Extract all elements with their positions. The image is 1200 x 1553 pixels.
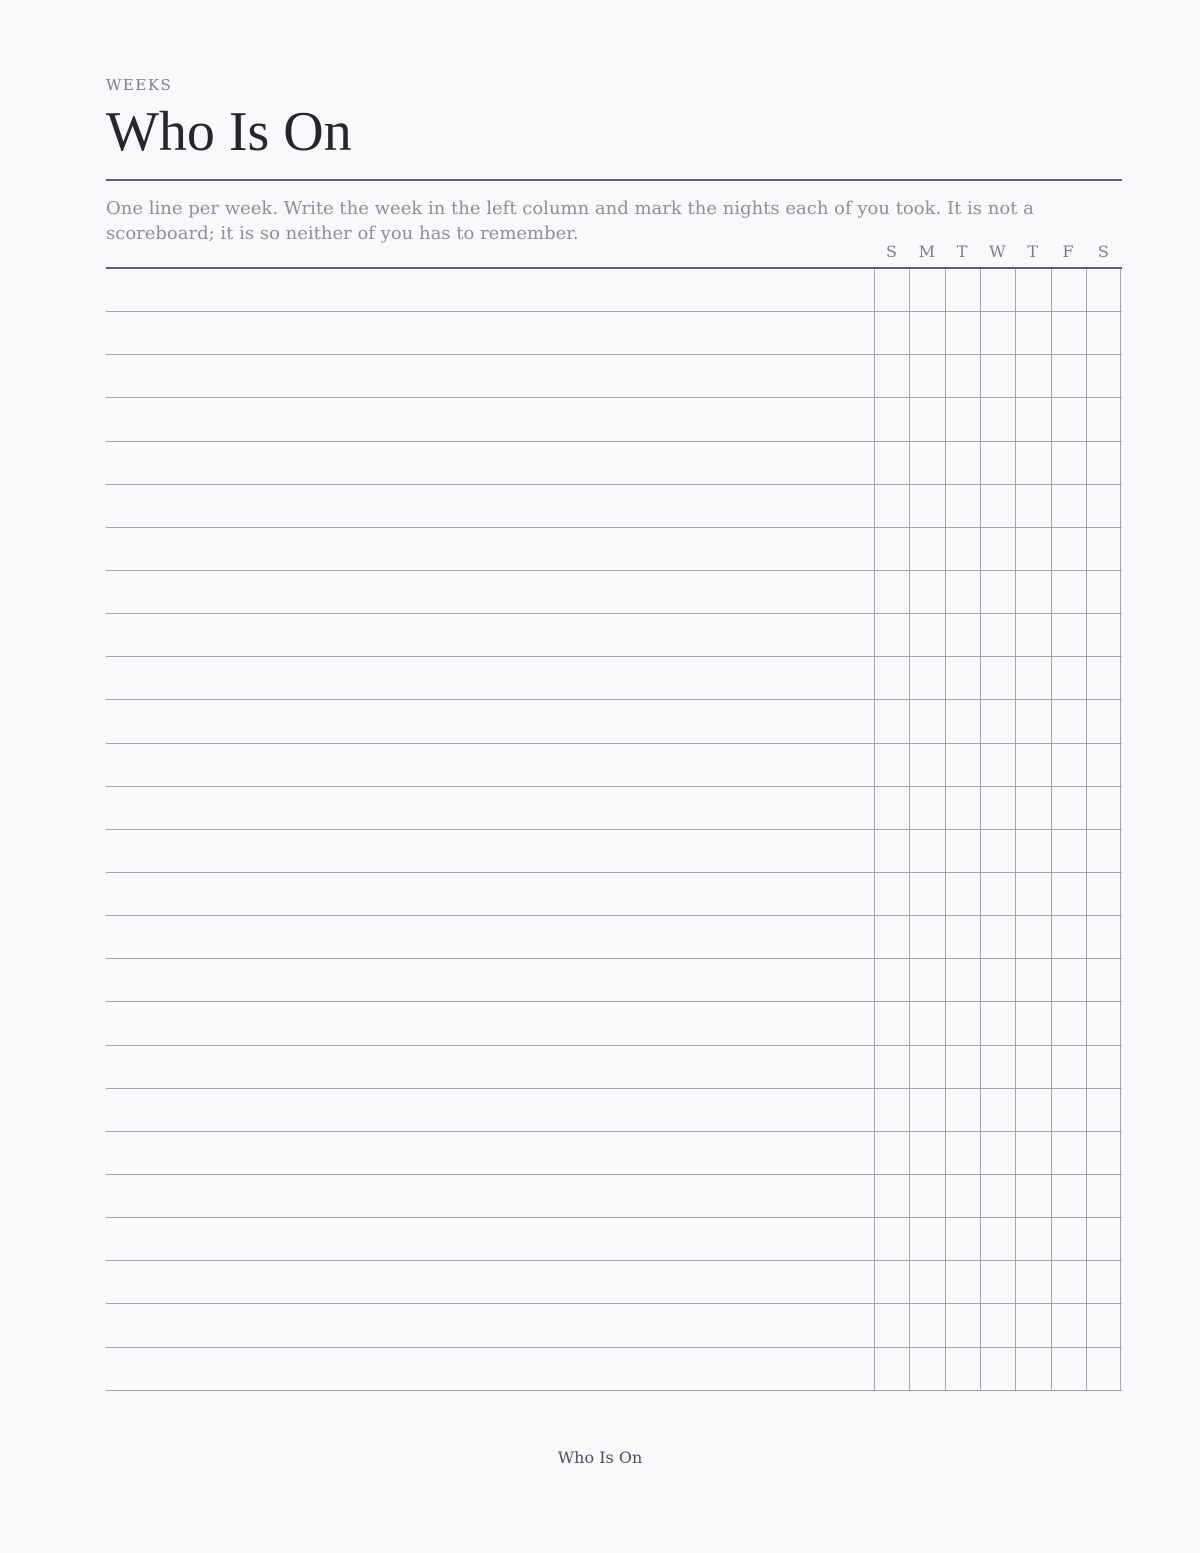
night-checkbox-cell[interactable] [980,312,1015,354]
night-checkbox-cell[interactable] [1086,744,1121,786]
night-checkbox-cell[interactable] [909,873,944,915]
night-checkbox-cell[interactable] [1086,355,1121,397]
night-checkbox-cell[interactable] [1086,1261,1121,1303]
night-checkbox-cell[interactable] [1051,1348,1086,1390]
night-checkbox-cell[interactable] [945,873,980,915]
night-checkbox-cell[interactable] [980,700,1015,742]
table-row [106,1089,1122,1132]
night-checkbox-cell[interactable] [1015,355,1050,397]
night-checkbox-cell[interactable] [980,1089,1015,1131]
night-checkbox-cell[interactable] [1086,657,1121,699]
night-checkbox-cell[interactable] [945,1218,980,1260]
night-checkbox-cell[interactable] [1015,1304,1050,1346]
night-checkbox-cell[interactable] [1051,744,1086,786]
night-checkbox-cell[interactable] [1086,269,1121,311]
night-checkbox-cell[interactable] [1086,485,1121,527]
night-checkbox-cell[interactable] [1015,312,1050,354]
night-checkbox-cell[interactable] [980,1348,1015,1390]
night-checkbox-cell[interactable] [909,528,944,570]
night-checkbox-cell[interactable] [945,1261,980,1303]
night-checkbox-cell[interactable] [1051,312,1086,354]
night-checkbox-cell[interactable] [1086,1175,1121,1217]
week-entry-cell[interactable] [106,1046,874,1088]
table-row [106,1218,1122,1261]
table-row [106,571,1122,614]
week-entry-cell[interactable] [106,1348,874,1390]
night-checkbox-cell[interactable] [874,398,909,440]
night-checkbox-cell[interactable] [874,1175,909,1217]
week-entry-cell[interactable] [106,873,874,915]
night-checkbox-cell[interactable] [909,700,944,742]
night-checkbox-cell[interactable] [909,1218,944,1260]
night-checkbox-cell[interactable] [1051,442,1086,484]
night-checkbox-cell[interactable] [1051,700,1086,742]
night-checkbox-cell[interactable] [945,269,980,311]
night-checkbox-cell[interactable] [1015,1046,1050,1088]
night-checkbox-cell[interactable] [874,1132,909,1174]
night-checkbox-cell[interactable] [980,1046,1015,1088]
night-checkbox-cell[interactable] [980,1132,1015,1174]
table-row [106,1175,1122,1218]
week-entry-cell[interactable] [106,744,874,786]
night-checkbox-cell[interactable] [980,916,1015,958]
night-checkbox-cell[interactable] [945,442,980,484]
night-checkbox-cell[interactable] [945,1304,980,1346]
night-checkbox-cell[interactable] [1086,571,1121,613]
night-checkbox-cell[interactable] [980,959,1015,1001]
table-row [106,959,1122,1002]
night-checkbox-cell[interactable] [1015,528,1050,570]
night-checkbox-cell[interactable] [909,398,944,440]
day-header-4: T [1027,242,1039,261]
night-checkbox-cell[interactable] [1086,1046,1121,1088]
night-checkbox-cell[interactable] [1086,959,1121,1001]
week-entry-cell[interactable] [106,571,874,613]
night-checkbox-cell[interactable] [945,1089,980,1131]
night-checkbox-cell[interactable] [874,744,909,786]
day-header-3: W [989,242,1006,261]
night-checkbox-cell[interactable] [909,1132,944,1174]
table-row [106,398,1122,441]
table-row [106,1046,1122,1089]
night-checkbox-cell[interactable] [945,830,980,872]
night-checkbox-cell[interactable] [909,1304,944,1346]
night-checkbox-cell[interactable] [980,614,1015,656]
night-checkbox-cell[interactable] [945,528,980,570]
night-checkbox-cell[interactable] [980,787,1015,829]
night-checkbox-cell[interactable] [1015,873,1050,915]
night-checkbox-cell[interactable] [874,1304,909,1346]
night-checkbox-cell[interactable] [1015,1089,1050,1131]
table-row [106,657,1122,700]
night-checkbox-cell[interactable] [1051,1304,1086,1346]
week-entry-cell[interactable] [106,916,874,958]
night-checkbox-cell[interactable] [874,571,909,613]
night-checkbox-cell[interactable] [1086,1132,1121,1174]
night-checkbox-cell[interactable] [909,744,944,786]
table-row [106,1132,1122,1175]
week-entry-cell[interactable] [106,700,874,742]
night-checkbox-cell[interactable] [909,1089,944,1131]
night-checkbox-cell[interactable] [874,787,909,829]
week-entry-cell[interactable] [106,1002,874,1044]
night-checkbox-cell[interactable] [1051,916,1086,958]
night-checkbox-cell[interactable] [909,1002,944,1044]
night-checkbox-cell[interactable] [874,1089,909,1131]
night-checkbox-cell[interactable] [1051,269,1086,311]
night-checkbox-cell[interactable] [1051,959,1086,1001]
night-checkbox-cell[interactable] [1086,1089,1121,1131]
night-checkbox-cell[interactable] [909,355,944,397]
night-checkbox-cell[interactable] [945,312,980,354]
night-checkbox-cell[interactable] [1086,830,1121,872]
week-entry-cell[interactable] [106,1304,874,1346]
night-checkbox-cell[interactable] [980,873,1015,915]
night-checkbox-cell[interactable] [874,1261,909,1303]
night-checkbox-cell[interactable] [945,787,980,829]
night-checkbox-cell[interactable] [1051,1175,1086,1217]
night-checkbox-cell[interactable] [980,442,1015,484]
night-checkbox-cell[interactable] [1086,787,1121,829]
night-checkbox-cell[interactable] [1015,442,1050,484]
night-checkbox-cell[interactable] [1086,873,1121,915]
night-checkbox-cell[interactable] [1015,657,1050,699]
night-checkbox-cell[interactable] [874,355,909,397]
night-checkbox-cell[interactable] [1051,830,1086,872]
night-checkbox-cell[interactable] [909,1261,944,1303]
night-checkbox-cell[interactable] [1086,1304,1121,1346]
night-checkbox-cell[interactable] [1015,959,1050,1001]
table-row [106,442,1122,485]
night-checkbox-cell[interactable] [1015,269,1050,311]
intro-text: One line per week. Write the week in the left column and mark the nights each of you took. It is not a scoreboard; it is so neither of you has to remember. [106,198,1034,244]
night-checkbox-cell[interactable] [874,485,909,527]
night-checkbox-cell[interactable] [909,571,944,613]
table-row [106,614,1122,657]
night-checkbox-cell[interactable] [945,1002,980,1044]
night-checkbox-cell[interactable] [1051,528,1086,570]
day-header-0: S [886,242,897,261]
table-row [106,787,1122,830]
night-checkbox-cell[interactable] [980,1218,1015,1260]
table-row [106,916,1122,959]
night-checkbox-cell[interactable] [874,1348,909,1390]
table-row [106,355,1122,398]
night-checkbox-cell[interactable] [945,744,980,786]
day-header-6: S [1097,242,1109,261]
table-row [106,1002,1122,1045]
night-checkbox-cell[interactable] [909,1348,944,1390]
night-checkbox-cell[interactable] [909,614,944,656]
night-checkbox-cell[interactable] [1086,1002,1121,1044]
night-checkbox-cell[interactable] [945,1348,980,1390]
night-checkbox-cell[interactable] [945,614,980,656]
night-checkbox-cell[interactable] [945,355,980,397]
night-checkbox-cell[interactable] [909,312,944,354]
night-checkbox-cell[interactable] [980,1304,1015,1346]
night-checkbox-cell[interactable] [945,657,980,699]
night-checkbox-cell[interactable] [980,657,1015,699]
table-row [106,744,1122,787]
night-checkbox-cell[interactable] [874,700,909,742]
table-row [106,700,1122,743]
night-checkbox-cell[interactable] [1051,1002,1086,1044]
night-checkbox-cell[interactable] [1015,1002,1050,1044]
night-checkbox-cell[interactable] [945,700,980,742]
week-entry-cell[interactable] [106,657,874,699]
night-checkbox-cell[interactable] [980,485,1015,527]
night-checkbox-cell[interactable] [1086,614,1121,656]
night-checkbox-cell[interactable] [909,1175,944,1217]
night-checkbox-cell[interactable] [874,269,909,311]
night-checkbox-cell[interactable] [1086,916,1121,958]
night-checkbox-cell[interactable] [1051,1261,1086,1303]
week-entry-cell[interactable] [106,787,874,829]
table-row [106,269,1122,312]
week-entry-cell[interactable] [106,614,874,656]
night-checkbox-cell[interactable] [874,916,909,958]
week-entry-cell[interactable] [106,1175,874,1217]
week-entry-cell[interactable] [106,1218,874,1260]
night-checkbox-cell[interactable] [980,1261,1015,1303]
night-checkbox-cell[interactable] [1051,657,1086,699]
night-checkbox-cell[interactable] [1086,700,1121,742]
night-checkbox-cell[interactable] [874,312,909,354]
night-checkbox-cell[interactable] [874,614,909,656]
night-checkbox-cell[interactable] [1015,614,1050,656]
week-entry-cell[interactable] [106,830,874,872]
night-checkbox-cell[interactable] [1015,700,1050,742]
night-checkbox-cell[interactable] [945,485,980,527]
night-checkbox-cell[interactable] [1086,1218,1121,1260]
day-header-5: F [1062,242,1074,261]
day-header-2: T [956,242,968,261]
night-checkbox-cell[interactable] [909,1046,944,1088]
table-row [106,485,1122,528]
table-row [106,830,1122,873]
night-checkbox-cell[interactable] [1086,528,1121,570]
footer-title: Who Is On [557,1448,643,1467]
night-checkbox-cell[interactable] [980,355,1015,397]
night-checkbox-cell[interactable] [1015,830,1050,872]
night-checkbox-cell[interactable] [909,916,944,958]
night-checkbox-cell[interactable] [909,657,944,699]
night-checkbox-cell[interactable] [1051,1089,1086,1131]
day-header-1: M [918,242,935,261]
week-entry-cell[interactable] [106,398,874,440]
night-checkbox-cell[interactable] [1051,1046,1086,1088]
table-row [106,873,1122,916]
week-entry-cell[interactable] [106,355,874,397]
night-checkbox-cell[interactable] [909,485,944,527]
table-row [106,1348,1122,1391]
week-entry-cell[interactable] [106,959,874,1001]
night-checkbox-cell[interactable] [1051,787,1086,829]
night-checkbox-cell[interactable] [1051,485,1086,527]
night-checkbox-cell[interactable] [980,1002,1015,1044]
night-checkbox-cell[interactable] [874,830,909,872]
night-checkbox-cell[interactable] [945,1175,980,1217]
night-checkbox-cell[interactable] [945,959,980,1001]
night-checkbox-cell[interactable] [874,442,909,484]
night-checkbox-cell[interactable] [1051,1218,1086,1260]
night-checkbox-cell[interactable] [874,1046,909,1088]
night-checkbox-cell[interactable] [1015,1261,1050,1303]
night-checkbox-cell[interactable] [980,1175,1015,1217]
week-entry-cell[interactable] [106,442,874,484]
night-checkbox-cell[interactable] [874,1218,909,1260]
night-checkbox-cell[interactable] [1051,571,1086,613]
night-checkbox-cell[interactable] [980,830,1015,872]
night-checkbox-cell[interactable] [1015,787,1050,829]
night-checkbox-cell[interactable] [1051,1132,1086,1174]
night-checkbox-cell[interactable] [909,787,944,829]
table-row [106,1304,1122,1347]
night-checkbox-cell[interactable] [874,528,909,570]
night-checkbox-cell[interactable] [874,873,909,915]
night-checkbox-cell[interactable] [1015,1132,1050,1174]
night-checkbox-cell[interactable] [980,269,1015,311]
night-checkbox-cell[interactable] [980,744,1015,786]
night-checkbox-cell[interactable] [1015,916,1050,958]
night-checkbox-cell[interactable] [945,1132,980,1174]
table-row [106,1261,1122,1304]
night-checkbox-cell[interactable] [945,1046,980,1088]
week-entry-cell[interactable] [106,1132,874,1174]
night-checkbox-cell[interactable] [1015,1348,1050,1390]
table-row [106,312,1122,355]
night-checkbox-cell[interactable] [1051,614,1086,656]
week-entry-cell[interactable] [106,1261,874,1303]
night-checkbox-cell[interactable] [874,657,909,699]
night-checkbox-cell[interactable] [874,1002,909,1044]
table-row [106,528,1122,571]
night-checkbox-cell[interactable] [1015,571,1050,613]
night-checkbox-cell[interactable] [909,959,944,1001]
night-checkbox-cell[interactable] [945,571,980,613]
night-checkbox-cell[interactable] [1015,485,1050,527]
night-checkbox-cell[interactable] [909,269,944,311]
section-eyebrow: WEEKS [106,76,173,94]
night-checkbox-cell[interactable] [945,398,980,440]
night-checkbox-cell[interactable] [1086,398,1121,440]
week-entry-cell[interactable] [106,1089,874,1131]
night-checkbox-cell[interactable] [1015,744,1050,786]
night-checkbox-cell[interactable] [980,398,1015,440]
week-entry-cell[interactable] [106,485,874,527]
title-divider [106,179,1122,181]
night-checkbox-cell[interactable] [1051,355,1086,397]
night-checkbox-cell[interactable] [1051,873,1086,915]
night-checkbox-cell[interactable] [980,528,1015,570]
night-checkbox-cell[interactable] [1015,1218,1050,1260]
night-checkbox-cell[interactable] [1086,442,1121,484]
night-checkbox-cell[interactable] [980,571,1015,613]
night-checkbox-cell[interactable] [874,959,909,1001]
night-checkbox-cell[interactable] [1015,398,1050,440]
night-checkbox-cell[interactable] [945,916,980,958]
week-entry-cell[interactable] [106,312,874,354]
week-log-table [106,269,1122,1391]
night-checkbox-cell[interactable] [1015,1175,1050,1217]
night-checkbox-cell[interactable] [1086,312,1121,354]
night-checkbox-cell[interactable] [1086,1348,1121,1390]
night-checkbox-cell[interactable] [909,830,944,872]
week-entry-cell[interactable] [106,269,874,311]
week-entry-cell[interactable] [106,528,874,570]
page-title: Who Is On [106,101,352,163]
night-checkbox-cell[interactable] [1051,398,1086,440]
night-checkbox-cell[interactable] [909,442,944,484]
